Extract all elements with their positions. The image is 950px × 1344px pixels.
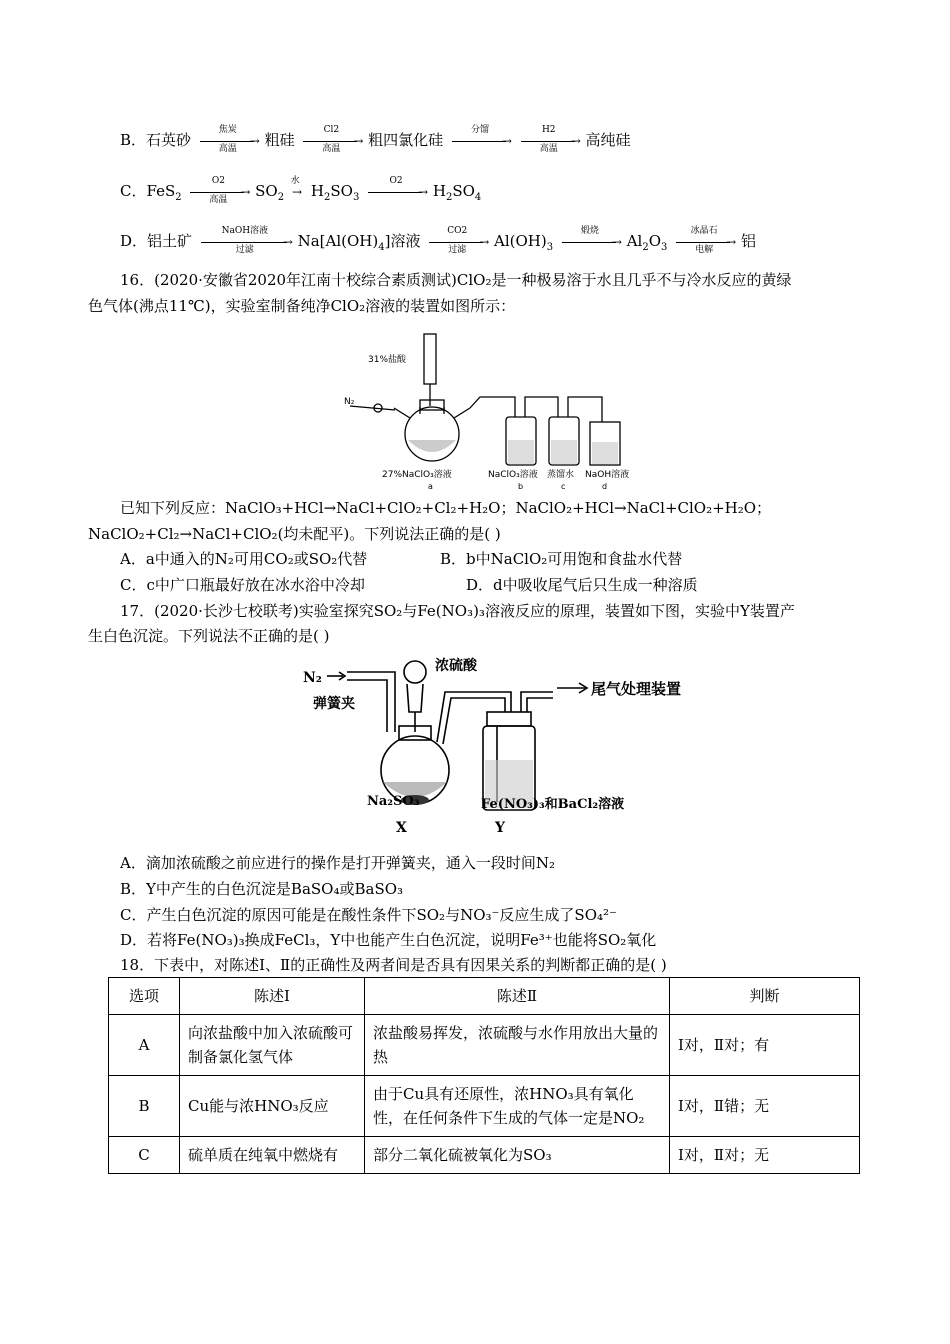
q16-line1: 16．(2020·安徽省2020年江南十校综合素质测试)ClO₂是一种极易溶于水且几乎不与冷水反应的黄绿 — [120, 271, 792, 289]
label-acid: 31%盐酸 — [368, 355, 407, 365]
reaction-arrow: 焦炭 → 高温 — [196, 131, 260, 151]
reaction-arrow: O2 → 高温 — [186, 182, 250, 202]
label-n2: N₂ — [303, 670, 322, 686]
table-row: A 向浓盐酸中加入浓硫酸可制备氯化氢气体 浓盐酸易挥发，浓硫酸与水作用放出大量的热 Ⅰ对，Ⅱ对；有 — [109, 1015, 860, 1076]
q17-option-d: D．若将Fe(NO₃)₃换成FeCl₃，Y中也能产生白色沉淀，说明Fe³⁺也能将SO₂氧化 — [120, 931, 657, 949]
reaction-arrow: 冰晶石 → 电解 — [672, 232, 736, 252]
reaction-arrow: CO2 → 过滤 — [425, 232, 489, 252]
q16-option-a: A．a中通入的N₂可用CO₂或SO₂代替 — [120, 550, 368, 568]
table-header: 选项 — [109, 978, 180, 1015]
reaction-arrow: NaOH溶液 → 过滤 — [197, 232, 293, 252]
label-conc-acid: 浓硫酸 — [435, 658, 477, 674]
q17-option-c: C．产生白色沉淀的原因可能是在酸性条件下SO₂与NO₃⁻反应生成了SO₄²⁻ — [120, 906, 617, 924]
reaction-arrow: O2 → — [364, 182, 428, 202]
q17-line1: 17．(2020·长沙七校联考)实验室探究SO₂与Fe(NO₃)₃溶液反应的原理，装置如下图，实验中Y装置产 — [120, 602, 795, 620]
label-d-solution: NaOH溶液 — [585, 470, 630, 480]
label-b: b — [518, 482, 524, 491]
option-label: B．石英砂 — [120, 131, 192, 149]
table-row: C 硫单质在纯氧中燃烧有 部分二氧化硫被氧化为SO₃ Ⅰ对，Ⅱ对；无 — [109, 1137, 860, 1174]
table-header: 判断 — [670, 978, 860, 1015]
q17-option-a: A．滴加浓硫酸之前应进行的操作是打开弹簧夹，通入一段时间N₂ — [120, 854, 555, 872]
label-x: X — [396, 820, 407, 836]
label-y-solution: Fe(NO₃)₃和BaCl₂溶液 — [481, 797, 625, 812]
label-c: c — [561, 482, 566, 491]
q17-apparatus-figure — [295, 652, 695, 840]
reaction-arrow: Cl2 → 高温 — [299, 131, 363, 151]
label-a: a — [428, 482, 433, 491]
q16-option-c: C．c中广口瓶最好放在冰水浴中冷却 — [120, 576, 365, 594]
q18-table — [108, 977, 860, 1174]
label-c-solution: 蒸馏水 — [547, 470, 575, 480]
label-y: Y — [495, 820, 505, 836]
label-clamp: 弹簧夹 — [313, 696, 355, 712]
q16-option-b: B．b中NaClO₂可用饱和食盐水代替 — [440, 550, 683, 568]
q16-line3: 已知下列反应：NaClO₃+HCl→NaCl+ClO₂+Cl₂+H₂O；NaClO₂+HCl→NaCl+ClO₂+H₂O； — [120, 499, 772, 517]
option-c-line: C．FeS$_2$ O2 → 高温 $SO_2$ 水 → $H_2SO_3$ O2 → $H_2SO_4$ — [120, 176, 482, 205]
reaction-arrow: 分馏 → — [448, 131, 512, 151]
label-b-solution: NaClO₃溶液 — [488, 470, 538, 480]
option-d-line: D．铝土矿 NaOH溶液 → 过滤 $Na[Al(OH)_4]$溶液 CO2 → 过滤 $Al(OH)_3$ 煅烧 → $Al_2O_3$ 冰晶石 → 电解 铝 — [120, 226, 756, 255]
q16-line4: NaClO₂+Cl₂→NaCl+ClO₂(均未配平)。下列说法正确的是( ) — [88, 525, 501, 543]
label-n2: N₂ — [344, 397, 355, 407]
table-row: B Cu能与浓HNO₃反应 由于Cu具有还原性，浓HNO₃具有氧化性，在任何条件下生成的气体一定是NO₂ Ⅰ对，Ⅱ错；无 — [109, 1076, 860, 1137]
reaction-arrow: 煅烧 → — [558, 232, 622, 252]
q16-option-d: D．d中吸收尾气后只生成一种溶质 — [466, 576, 698, 594]
table-header-row — [109, 978, 860, 1015]
table-header: 陈述Ⅰ — [180, 978, 365, 1015]
q17-line2: 生白色沉淀。下列说法不正确的是( ) — [88, 627, 330, 645]
q17-option-b: B．Y中产生的白色沉淀是BaSO₄或BaSO₃ — [120, 880, 404, 898]
label-flask: 27%NaClO₃溶液 — [382, 470, 452, 480]
q18-line1: 18．下表中，对陈述Ⅰ、Ⅱ的正确性及两者间是否具有因果关系的判断都正确的是( ) — [120, 956, 667, 974]
dropping-funnel — [424, 334, 436, 384]
table-header: 陈述Ⅱ — [365, 978, 670, 1015]
reaction-arrow: H2 → 高温 — [517, 131, 581, 151]
round-flask — [405, 407, 459, 461]
separatory-funnel — [404, 661, 426, 683]
q16-apparatus-figure — [340, 322, 640, 492]
label-tail-gas: 尾气处理装置 — [591, 680, 682, 698]
label-na2so3: Na₂SO₃ — [367, 794, 420, 809]
reaction-arrow: 水 → — [290, 176, 303, 199]
label-d: d — [602, 482, 608, 491]
option-b-line: B．石英砂 焦炭 → 高温 粗硅 Cl2 → 高温 粗四氯化硅 分馏 → H2 → 高温 高纯硅 — [120, 125, 631, 154]
q16-line2: 色气体(沸点11℃)，实验室制备纯净ClO₂溶液的装置如图所示： — [88, 297, 516, 315]
